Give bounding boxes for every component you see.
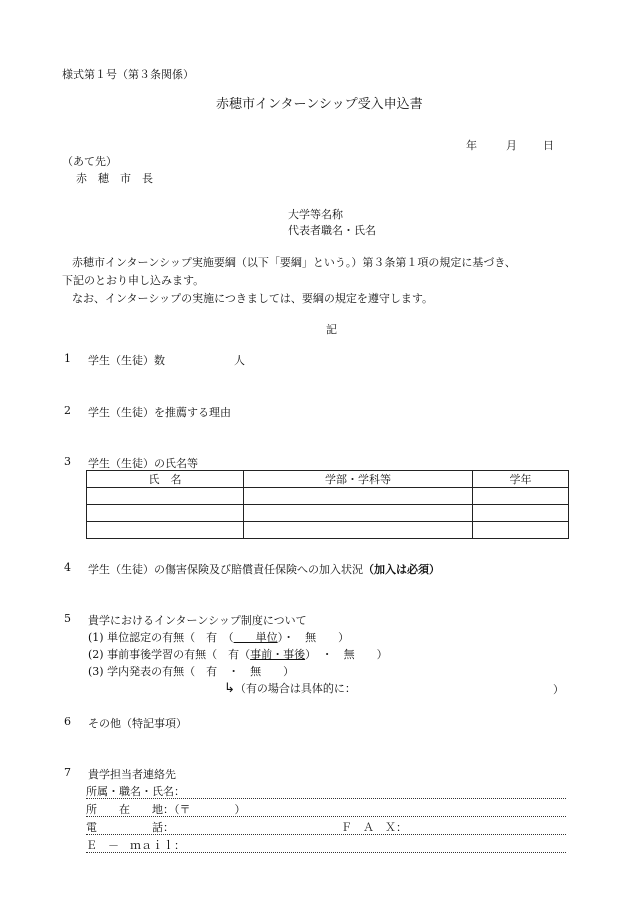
section-4-note: （加入は必須） [363,563,440,576]
addressee: 赤 穂 市 長 [76,172,153,185]
section-4-number: 4 [64,561,71,574]
cell-name[interactable] [87,505,244,522]
paragraph-1-line-1: 赤穂市インターンシップ実施要綱（以下「要綱」という。）第３条第１項の規定に基づき、 [72,256,516,269]
section-7-number: 7 [64,766,71,779]
contact-name-line[interactable] [86,783,566,799]
document-title: 赤穂市インターンシップ受入申込書 [216,97,423,112]
contact-address-line[interactable] [86,801,566,817]
col-header-department: 学部・学科等 [244,471,473,488]
cell-department[interactable] [244,505,473,522]
contact-email-line[interactable] [86,837,566,853]
prepost-question-rest: ） ・ 無 ） [305,648,388,661]
col-header-grade: 学年 [473,471,569,488]
section-7-label: 貴学担当者連絡先 [88,768,176,781]
section-2-label: 学生（生徒）を推薦する理由 [88,406,231,419]
contact-tel-label: 電 話： [86,821,174,834]
col-header-name: 氏 名 [87,471,244,488]
date-month: 月 [506,139,517,152]
paragraph-1-line-2: 下記のとおり申し込みます。 [62,274,205,287]
credit-question-rest: ）・ 無 ） [277,631,350,644]
credit-question [88,629,349,645]
table-row [87,505,569,522]
representative-label: 代表者職名・氏名 [288,224,376,237]
section-1-number: 1 [64,352,71,365]
cell-department[interactable] [244,522,473,539]
section-1-label: 学生（生徒）数 [88,354,165,367]
section-1-unit: 人 [234,354,245,367]
contact-address-label: 所 在 地：（〒 ） [86,803,246,816]
section-5-label: 貴学におけるインターンシップ制度について [88,614,307,627]
credit-units-field[interactable]: 単位 [233,631,278,644]
form-number: 様式第１号（第３条関係） [62,68,194,81]
prepost-question [88,646,388,662]
presentation-question: (3) 学内発表の有無（ 有 ・ 無 ） [88,665,295,678]
student-table-header [87,471,569,488]
table-row [87,522,569,539]
section-3-number: 3 [64,455,71,468]
cell-department[interactable] [244,488,473,505]
contact-name-label: 所属・職名・氏名： [86,785,185,798]
ki-heading: 記 [326,323,337,336]
section-2-number: 2 [64,404,71,417]
cell-grade[interactable] [473,522,569,539]
table-row [87,488,569,505]
university-label: 大学等名称 [288,208,343,221]
credit-question-label: (1) 単位認定の有無（ 有 （ [88,631,234,644]
paragraph-2: なお、インターシップの実施につきましては、要綱の規定を遵守します。 [72,292,434,305]
student-table [86,470,569,539]
cell-name[interactable] [87,522,244,539]
prepost-question-label: (2) 事前事後学習の有無（ 有（ [88,648,251,661]
section-6-number: 6 [64,715,71,728]
presentation-detail-label: （有の場合は具体的に： [234,682,356,695]
contact-phone-fax-line[interactable] [86,819,566,835]
cell-grade[interactable] [473,488,569,505]
contact-fax-label: Ｆ Ａ Ｘ： [341,821,407,834]
section-4-heading [88,561,440,577]
arrow-icon: ↳ [224,681,235,696]
section-3-label: 学生（生徒）の氏名等 [88,457,198,470]
section-6-label: その他（特記事項） [88,717,187,730]
cell-grade[interactable] [473,505,569,522]
section-5-number: 5 [64,612,71,625]
section-4-label: 学生（生徒）の傷害保険及び賠償責任保険への加入状況 [88,563,363,576]
date-day: 日 [543,139,554,152]
contact-email-label: Ｅ － ｍａｉｌ： [86,839,185,852]
presentation-detail-close: ） [553,683,564,696]
cell-name[interactable] [87,488,244,505]
prepost-option[interactable]: 事前・事後 [250,648,306,661]
presentation-detail-line [224,680,356,696]
date-year: 年 [466,139,477,152]
addressee-label: （あて先） [62,155,117,168]
